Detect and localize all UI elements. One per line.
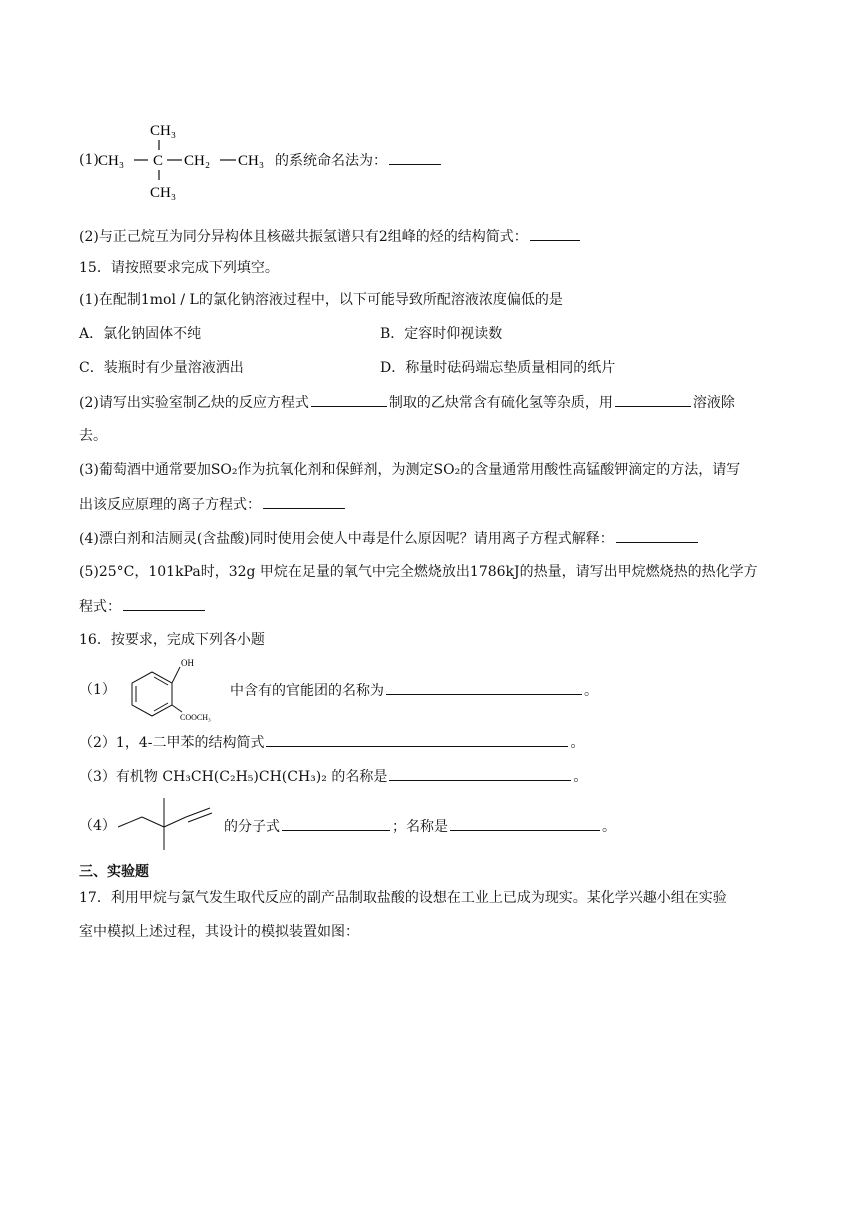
- q15-part2-a: (2)请写出实验室制乙炔的反应方程式: [79, 395, 309, 411]
- q16-part1: [230, 680, 598, 701]
- answer-blank[interactable]: [389, 150, 441, 165]
- q16-part3-end: 。: [573, 769, 588, 785]
- struct-ch2: CH₂: [184, 153, 211, 169]
- q14-part1-prompt: 的系统命名法为：: [275, 153, 387, 169]
- q14-part2: [79, 226, 582, 247]
- struct-ch3-bottom: CH₃: [150, 185, 177, 201]
- skeletal-structure: [112, 794, 216, 854]
- q14-part1: [79, 150, 99, 170]
- answer-blank[interactable]: [616, 528, 698, 543]
- q15-title: 15．请按照要求完成下列填空。: [79, 260, 279, 276]
- q15-part2: [79, 392, 735, 413]
- q15-option-b: B．定容时仰视读数: [380, 326, 503, 342]
- q15-part3: [79, 494, 347, 515]
- q15-part3-b: 出该反应原理的离子方程式：: [79, 497, 261, 513]
- q16-part3: [79, 766, 587, 787]
- q15-part4: [79, 528, 700, 549]
- q16-part4-a: 的分子式: [224, 819, 280, 835]
- answer-blank[interactable]: [123, 596, 205, 611]
- answer-blank[interactable]: [266, 732, 568, 747]
- answer-blank[interactable]: [386, 680, 582, 695]
- q15-part3-a: (3)葡萄酒中通常要加SO₂作为抗氧化剂和保鲜剂，为测定SO₂的含量通常用酸性高锰酸钾滴定的方法，请写: [79, 462, 741, 478]
- oh-label: OH: [181, 658, 194, 668]
- q16-title: 16．按要求，完成下列各小题: [79, 632, 265, 648]
- q16-part3-text: （3）有机物 CH₃CH(C₂H₅)CH(CH₃)₂ 的名称是: [79, 769, 388, 785]
- answer-blank[interactable]: [282, 816, 390, 831]
- q15-part1: (1)在配制1mol / L的氯化钠溶液过程中，以下可能导致所配溶液浓度偏低的是: [79, 292, 563, 308]
- q16-part2: [79, 732, 584, 753]
- q15-part5-b: 程式：: [79, 599, 121, 615]
- q15-option-a: A．氯化钠固体不纯: [79, 326, 202, 342]
- answer-blank[interactable]: [615, 392, 691, 407]
- section-heading: 三、实验题: [79, 864, 149, 880]
- q15-part2-d: 去。: [79, 428, 107, 444]
- q16-part2-text: （2）1，4-二甲苯的结构简式: [79, 735, 265, 751]
- answer-blank[interactable]: [530, 226, 580, 241]
- q14-structure-diagram: [98, 118, 278, 206]
- q17-line1: 17．利用甲烷与氯气发生取代反应的副产品制取盐酸的设想在工业上已成为现实。某化学兴趣小组在实验: [79, 890, 727, 906]
- q16-part4: [224, 816, 616, 837]
- q15-option-c: C．装瓶时有少量溶液洒出: [79, 360, 244, 376]
- q16-part4-end: 。: [602, 819, 616, 835]
- struct-ch3-right: CH₃: [238, 153, 265, 169]
- q15-part2-c: 溶液除: [692, 395, 735, 411]
- answer-blank[interactable]: [389, 766, 571, 781]
- struct-ch3-top: CH₃: [150, 123, 177, 139]
- q15-part5: [79, 596, 207, 617]
- q15-part2-b: 制取的乙炔常含有硫化氢等杂质，用: [388, 395, 613, 411]
- q14-part1-text: [275, 150, 443, 171]
- q14-part2-text: (2)与正己烷互为同分异构体且核磁共振氢谱只有2组峰的烃的结构简式：: [79, 229, 528, 245]
- struct-ch3-left: CH₃: [98, 153, 125, 169]
- q16-part4-b: ；名称是: [392, 819, 448, 835]
- q16-part1-number: （1）: [79, 682, 116, 698]
- q15-part4-text: (4)漂白剂和洁厕灵(含盐酸)同时使用会使人中毒是什么原因呢？请用离子方程式解释：: [79, 531, 614, 547]
- q14-part1-number: (1): [79, 152, 99, 168]
- answer-blank[interactable]: [450, 816, 600, 831]
- q16-part1-end: 。: [584, 683, 598, 699]
- q15-part5-a: (5)25°C，101kPa时，32g 甲烷在足量的氧气中完全燃烧放出1786kJ的热量，请写出甲烷燃烧热的热化学方: [79, 564, 758, 580]
- struct-c: C: [153, 153, 164, 169]
- answer-blank[interactable]: [263, 494, 345, 509]
- q17-line2: 室中模拟上述过程，其设计的模拟装置如图：: [79, 924, 359, 940]
- cooch3-label: COOCH₃: [180, 713, 211, 722]
- answer-blank[interactable]: [311, 392, 387, 407]
- q16-part1-text: 中含有的官能团的名称为: [230, 683, 384, 699]
- q16-part4-number: （4）: [79, 818, 116, 834]
- q16-part2-end: 。: [570, 735, 585, 751]
- methyl-salicylate-structure: [110, 654, 228, 724]
- q15-option-d: D．称量时砝码端忘垫质量相同的纸片: [380, 360, 616, 376]
